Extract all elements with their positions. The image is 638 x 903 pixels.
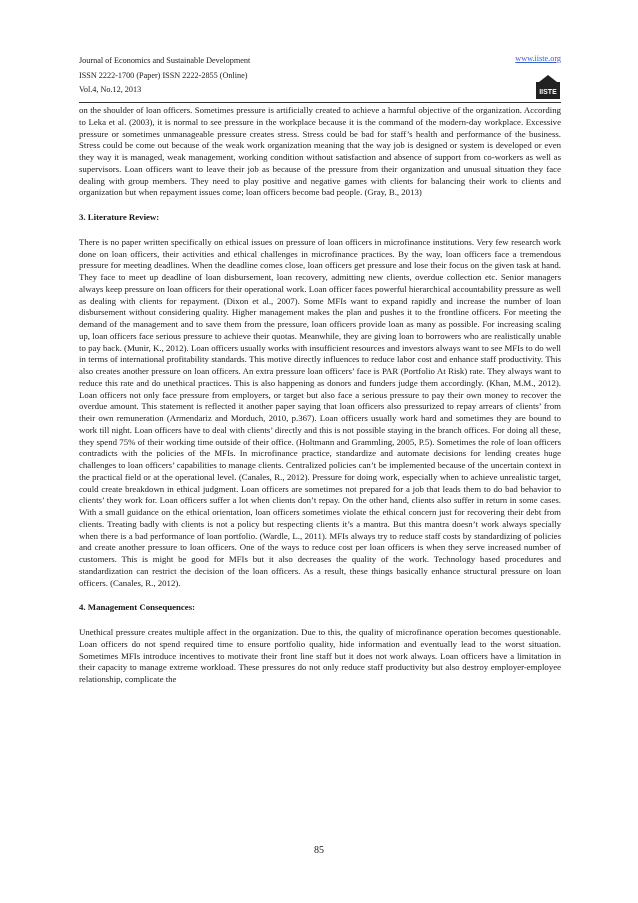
section-heading-literature-review: 3. Literature Review:	[79, 212, 160, 222]
website-link[interactable]: www.iiste.org	[515, 54, 561, 63]
paragraph-intro: on the shoulder of loan officers. Sometimes pressure is artificially created to achieve a harmful objective of the organization. According to Leka et al. (2003), it is normal to see pressure in the workplace because it is the command of the modern-day workplace. Excessive pressure or sometimes unmanageable pressure creates stress. Stress could be bad for staff’s health and performance of the business. Stress could be come out because of the weak work organization meaning that the way job is designed or system is developed or even they way it is managed, weak management, working condition without satisfaction and absence of support from co-workers as well as supervisors. Loan officers want to leave their job as because of the pressure from their organization and unusual situation they face dealing with group members. They need to play positive and negative games with clients for balancing their work to clients and organization but when repayment issues come; loan officers become bad people. (Gray, B., 2013)	[79, 105, 561, 198]
paragraph-literature-review: There is no paper written specifically on ethical issues on pressure of loan officers in microfinance institutions. Very few research work done on loan officers, their activities and ethical challenges in microfinance practices. By the way, loan officers face a tremendous pressure for meeting deadlines. When the deadline comes close, loan officers get pressure and lose their focus on the given task at hand. They face to meet up deadline of loan disbursement, loan recovery, admitting new clients, overdue collection etc. Senior managers always keep pressure on loan officers for their operational work. Loan officer faces powerful hierarchical accountability pressure as well as dealing with clients for repayment. (Dixon et al., 2007). Some MFIs want to expand rapidly and increase the number of loan disbursement without considering quality. Higher management makes the plan and pushes it to the frontline officers. For meeting the demand of the management and to save them from the pressure, loan officers provide loan as many as possible. For increasing scaling up, loan officers face serious pressure to achieve their quotas. Meanwhile, they are giving loan to borrowers who are realistically unable to pay back. (Munir, K., 2012). Loan officers usually works with insufficient resources and investors always want to see MFIs to do well in terms of international profitability standards. This motive directly influences to reduce labor cost and enhance staff productivity. This also creates another pressure on loan officers. An extra pressure loan officers’ face is PAR (Portfolio At Risk) rate. They always want to reduce this rate and do unethical practices. This is also happening as donors and funders judge them accordingly. (Khan, M.M., 2012). Loan officers not only face pressure from employers, or target but also face a serious pressure to pay their own money to recover the overdue amount. This statement is reflected it another paper saying that loan officers also pressurized to repay arrears of clients’ from their own remuneration (Armendariz and Morduch, 2010, p.367). Loan officers usually work hard and sometimes they are bound to work till night. Loan officers have to deal with clients’ directly and this is not possible staying in the branch offices. For doing all these, they spend 75% of their working time outside of their office. (Holtmann and Grammling, 2005, P.5). Sometimes the role of loan officers contradicts with the policies of the MFIs. In microfinance practice, standardize and automate decisions for lending creates huge challenges to loan officers’ capabilities to manage clients. Centralized policies can’t be implemented because of the uncertain context in the practical field or at the operational level. (Canales, R., 2012). Pressure for doing work, especially when to achieve unrealistic target, could create breakdown in ethical judgment. Loan officers are sometimes not prepared for a job that leads them to do bad behavior to clients’ they work for. Loan officers suffer a lot when clients don’t repay. On the other hand, clients also suffer in return in some cases. With a small guidance on the ethical orientation, loan officers sometimes violate the ethical concern just for recovering their debt from clients. Treating badly with clients is not a policy but respecting clients it’s a mantra. But this mantra doesn’t work always specially when there is a bad performance of loan portfolio. (Wardle, L., 2011). MFIs always try to reduce staff costs by standardizing of policies and create another pressure to loan officers. One of the ways to reduce cost per loan officers is when they serve increased number of customers. This is might be good for MFIs but it also decreases the quality of the work. Technology based procedures and standardization can restrict the decision of the loan officers. As a result, these things basically enhance structural pressure on loan officers. (Canales, R., 2012).	[79, 236, 561, 588]
logo-text: IISTE	[539, 89, 557, 96]
journal-title: Journal of Economics and Sustainable Development	[79, 56, 251, 65]
article-body	[79, 105, 561, 699]
page-number: 85	[314, 845, 324, 856]
iiste-logo	[535, 74, 561, 100]
header-divider	[79, 102, 561, 103]
journal-meta	[79, 54, 250, 98]
journal-issn: ISSN 2222-1700 (Paper) ISSN 2222-2855 (Online)	[79, 70, 248, 80]
paragraph-management-consequences: Unethical pressure creates multiple affect in the organization. Due to this, the quality of microfinance operation becomes questionable. Loan officers do not spend required time to ensure portfolio quality, hide information and eventually lead to the worst situation. Sometimes MFIs introduce incentives to motivate their front line staff but it does not work always. Loan officers have a limitation in their capacity to manage extreme workload. These pressures do not only reduce staff productivity but also destroy employer-employee relationship, complicate the	[79, 627, 561, 684]
section-heading-management-consequences: 4. Management Consequences:	[79, 602, 196, 613]
journal-volume: Vol.4, No.12, 2013	[79, 85, 142, 94]
